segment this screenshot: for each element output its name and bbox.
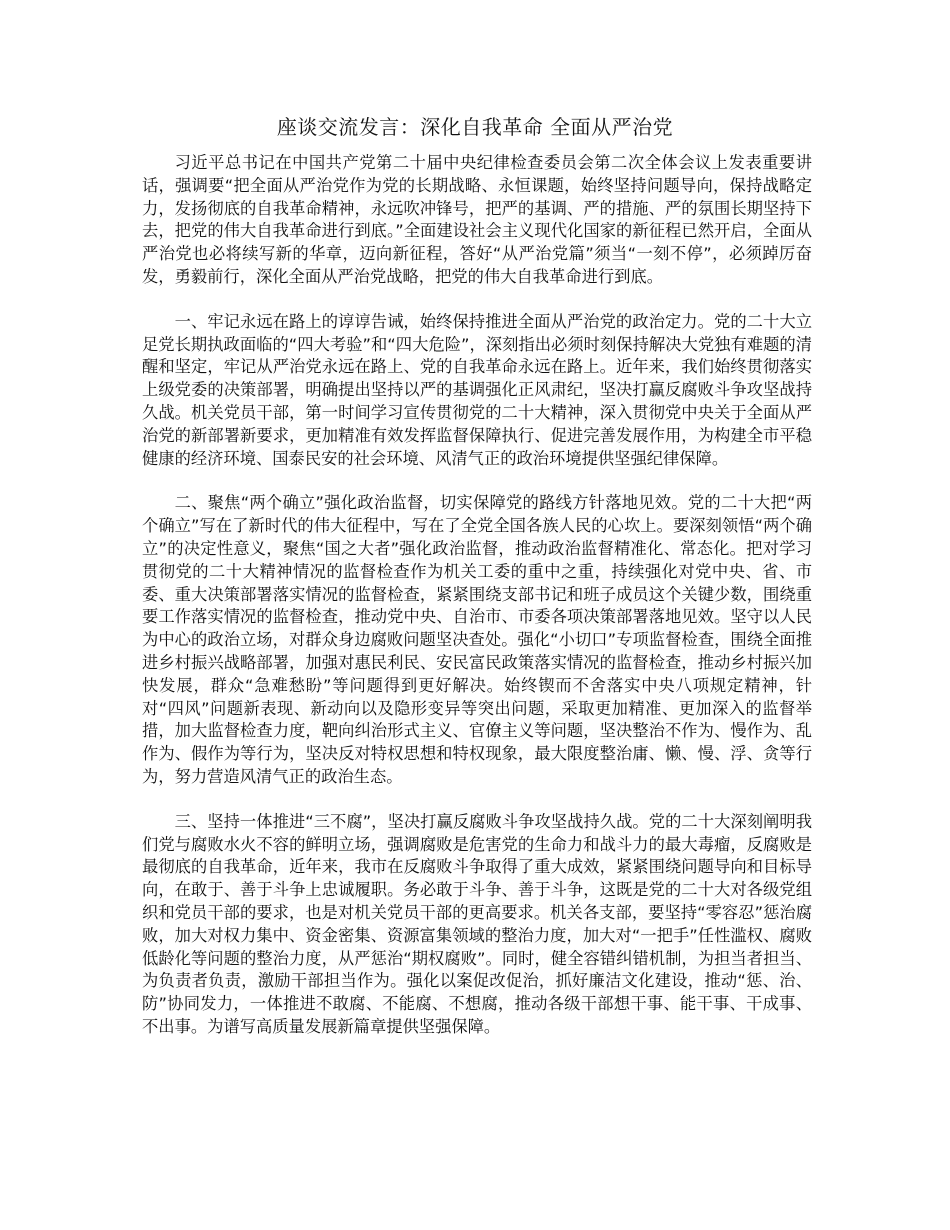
document-body — [142, 152, 812, 1061]
paragraph-section-2: 二、聚焦“两个确立”强化政治监督，切实保障党的路线方针落地见效。党的二十大把“两个确立”写在了新时代的伟大征程中，写在了全党全国各族人民的心坎上。要深刻领悟“两个确立”的决定性意义，聚焦“国之大者”强化政治监督，推动政治监督精准化、常态化。把对学习贯彻党的二十大精神情况的监督检查作为机关工委的重中之重，持续强化对党中央、省、市委、重大决策部署落实情况的监督检查，紧紧围绕支部书记和班子成员这个关键少数，围绕重要工作落实情况的监督检查，推动党中央、自治市、市委各项决策部署落地见效。坚守以人民为中心的政治立场，对群众身边腐败问题坚决查处。强化“小切口”专项监督检查，围绕全面推进乡村振兴战略部署，加强对惠民利民、安民富民政策落实情况的监督检查，推动乡村振兴加快发展，群众“急难愁盼”等问题得到更好解决。始终锲而不舍落实中央八项规定精神，针对“四风”问题新表现、新动向以及隐形变异等突出问题，采取更加精准、更加深入的监督举措，加大监督检查力度，靶向纠治形式主义、官僚主义等问题，坚决整治不作为、慢作为、乱作为、假作为等行为，坚决反对特权思想和特权现象，最大限度整治庸、懒、慢、浮、贪等行为，努力营造风清气正的政治生态。 — [142, 493, 812, 786]
document-title: 座谈交流发言：深化自我革命 全面从严治党 — [276, 115, 674, 139]
paragraph-intro: 习近平总书记在中国共产党第二十届中央纪律检查委员会第二次全体会议上发表重要讲话，强调要“把全面从严治党作为党的长期战略、永恒课题，始终坚持问题导向，保持战略定力，发扬彻底的自我革命精神，永远吹冲锋号，把严的基调、严的措施、严的氛围长期坚持下去，把党的伟大自我革命进行到底。”全面建设社会主义现代化国家的新征程已然开启，全面从严治党也必将续写新的华章，迈向新征程，答好“从严治党篇”须当“一刻不停”，必须踔厉奋发，勇毅前行，深化全面从严治党战略，把党的伟大自我革命进行到底。 — [142, 153, 812, 286]
paragraph-section-1: 一、牢记永远在路上的谆谆告诫，始终保持推进全面从严治党的政治定力。党的二十大立足党长期执政面临的“四大考验”和“四大危险”，深刻指出必须时刻保持解决大党独有难题的清醒和坚定，牢记从严治党永远在路上、党的自我革命永远在路上。近年来，我们始终贯彻落实上级党委的决策部署，明确提出坚持以严的基调强化正风肃纪，坚决打赢反腐败斗争攻坚战持久战。机关党员干部，第一时间学习宣传贯彻党的二十大精神，深入贯彻党中央关于全面从严治党的新部署新要求，更加精准有效发挥监督保障执行、促进完善发展作用，为构建全市平稳健康的经济环境、国泰民安的社会环境、风清气正的政治环境提供坚强纪律保障。 — [142, 311, 812, 468]
paragraph-section-3: 三、坚持一体推进“三不腐”，坚决打赢反腐败斗争攻坚战持久战。党的二十大深刻阐明我们党与腐败水火不容的鲜明立场，强调腐败是危害党的生命力和战斗力的最大毒瘤，反腐败是最彻底的自我革命，近年来，我市在反腐败斗争取得了重大成效，紧紧围绕问题导向和目标导向，在敢于、善于斗争上忠诚履职。务必敢于斗争、善于斗争，这既是党的二十大对各级党组织和党员干部的要求，也是对机关党员干部的更高要求。机关各支部，要坚持“零容忍”惩治腐败，加大对权力集中、资金密集、资源富集领域的整治力度，加大对“一把手”任性滥权、腐败低龄化等问题的整治力度，从严惩治“期权腐败”。同时，健全容错纠错机制，为担当者担当、为负责者负责，激励干部担当作为。强化以案促改促治，抓好廉洁文化建设，推动“惩、治、防”协同发力，一体推进不敢腐、不能腐、不想腐，推动各级干部想干事、能干事、干成事、不出事。为谱写高质量发展新篇章提供坚强保障。 — [142, 811, 812, 1036]
